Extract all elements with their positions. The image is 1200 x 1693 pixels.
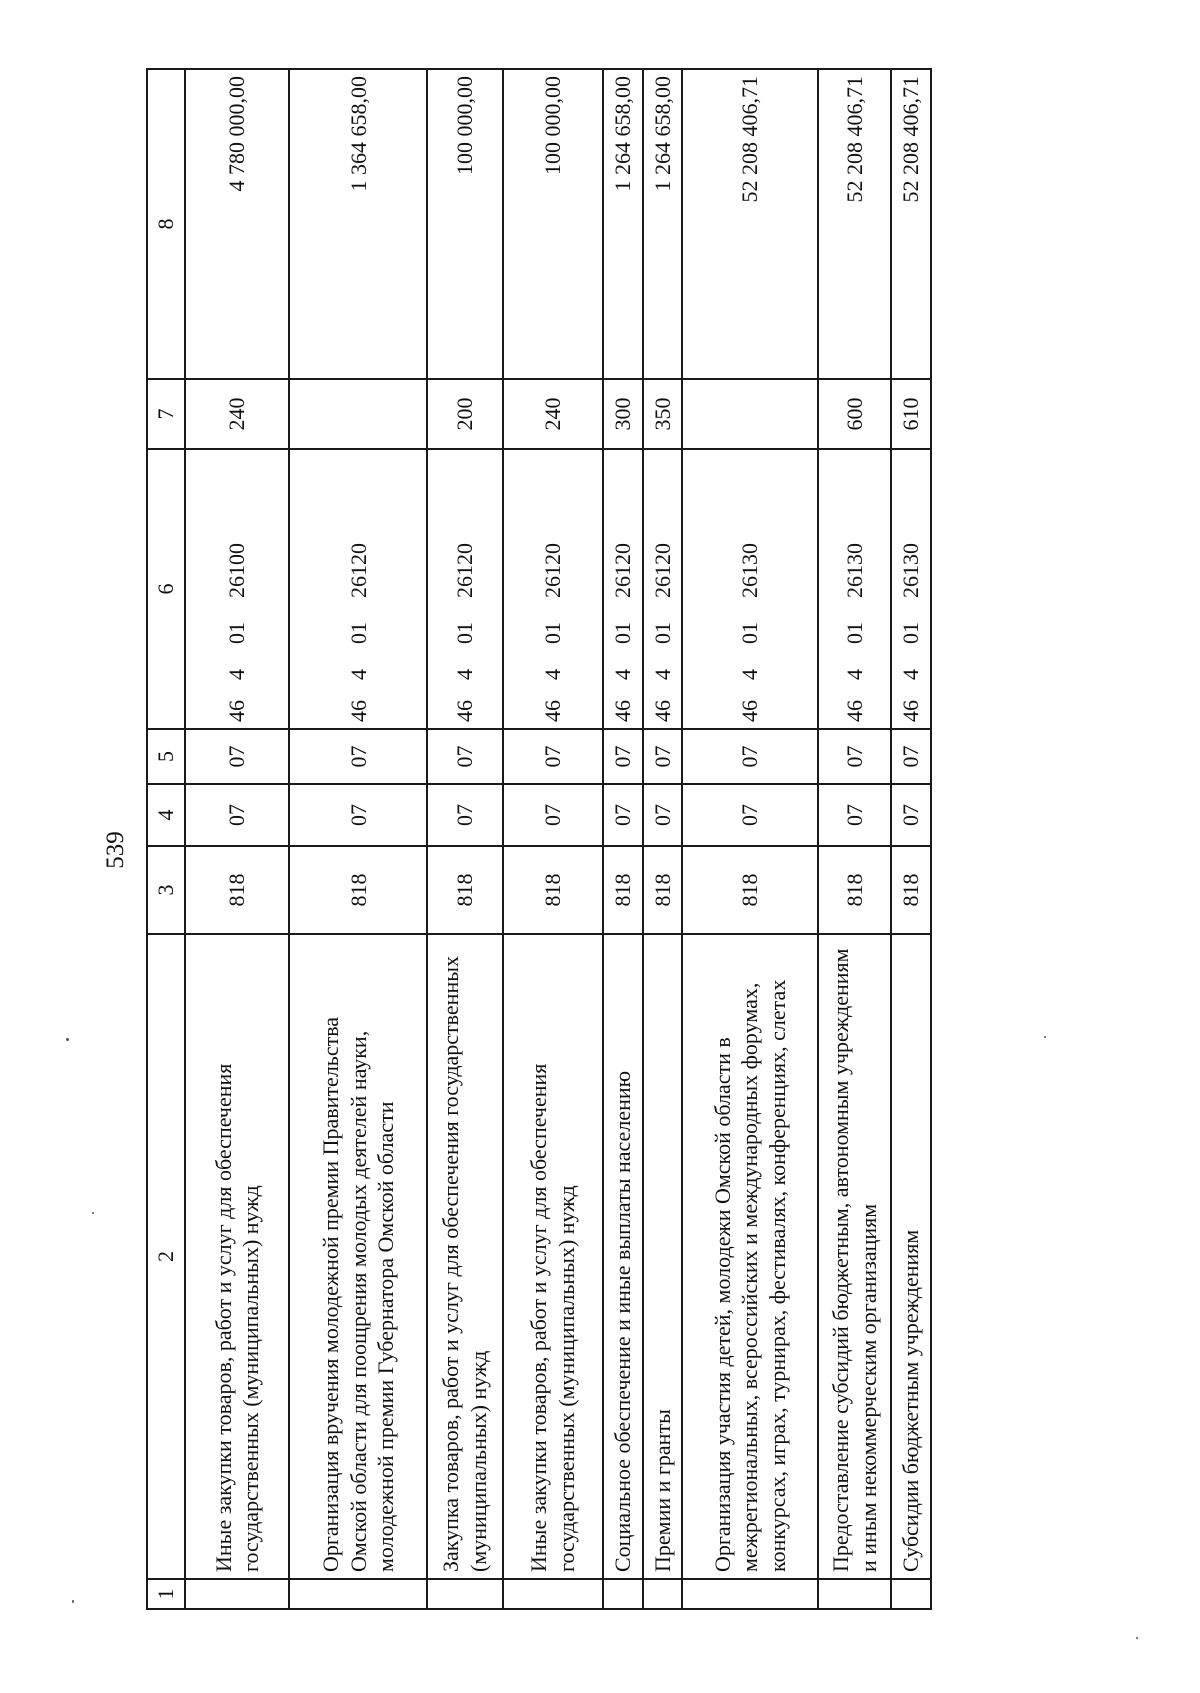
cell-subsection: 07 [643, 729, 683, 784]
cell-description: Иные закупки товаров, работ и услуг для обеспечения государственных (муниципальных) нужд [185, 934, 289, 1579]
cell-target-article: 4640126120 [427, 449, 502, 729]
cell-description: Премии и гранты [643, 934, 683, 1579]
cell-amount: 1 264 658,00 [643, 69, 683, 379]
scan-speck [66, 1038, 69, 1041]
table-row [643, 69, 683, 1609]
cell-description: Закупка товаров, работ и услуг для обеспечения государственных (муниципальных) нужд [427, 934, 502, 1579]
cell-target-article: 4640126120 [603, 449, 643, 729]
table-row [289, 69, 427, 1609]
cell-amount: 52 208 406,71 [818, 69, 891, 379]
cell-amount: 1 364 658,00 [289, 69, 427, 379]
cell-subsection: 07 [682, 729, 818, 784]
header-col-8: 8 [147, 69, 185, 379]
cell-index [682, 1579, 818, 1609]
cell-amount: 100 000,00 [427, 69, 502, 379]
cell-expense-type: 610 [891, 379, 931, 449]
cell-target-article: 4640126100 [185, 449, 289, 729]
cell-description: Предоставление субсидий бюджетным, автономным учреждениям и иным некоммерческим организациям [818, 934, 891, 1579]
cell-index [185, 1579, 289, 1609]
cell-target-article: 4640126130 [682, 449, 818, 729]
cell-target-article: 4640126130 [818, 449, 891, 729]
cell-target-article: 4640126120 [289, 449, 427, 729]
cell-index [289, 1579, 427, 1609]
cell-admin-code: 818 [682, 846, 818, 934]
table-row [503, 69, 603, 1609]
cell-section: 07 [503, 784, 603, 846]
header-col-2: 2 [147, 934, 185, 1579]
cell-section: 07 [818, 784, 891, 846]
cell-admin-code: 818 [427, 846, 502, 934]
cell-section: 07 [891, 784, 931, 846]
cell-expense-type: 240 [503, 379, 603, 449]
cell-amount: 52 208 406,71 [891, 69, 931, 379]
cell-section: 07 [603, 784, 643, 846]
cell-expense-type: 350 [643, 379, 683, 449]
cell-description: Социальное обеспечение и иные выплаты населению [603, 934, 643, 1579]
cell-index [818, 1579, 891, 1609]
scan-speck [1044, 1036, 1046, 1038]
header-row [147, 69, 185, 1609]
scan-speck [72, 1600, 74, 1603]
table-row [185, 69, 289, 1609]
cell-target-article: 4640126120 [503, 449, 603, 729]
cell-section: 07 [427, 784, 502, 846]
header-col-4: 4 [147, 784, 185, 846]
cell-index [891, 1579, 931, 1609]
cell-section: 07 [643, 784, 683, 846]
cell-expense-type: 200 [427, 379, 502, 449]
scan-speck [1136, 1637, 1138, 1639]
cell-amount: 1 264 658,00 [603, 69, 643, 379]
cell-subsection: 07 [289, 729, 427, 784]
header-col-3: 3 [147, 846, 185, 934]
header-col-1: 1 [147, 1579, 185, 1609]
table-row [682, 69, 818, 1609]
cell-admin-code: 818 [289, 846, 427, 934]
page-number: 539 [102, 831, 129, 869]
cell-subsection: 07 [427, 729, 502, 784]
cell-description: Иные закупки товаров, работ и услуг для обеспечения государственных (муниципальных) нужд [503, 934, 603, 1579]
cell-expense-type: 600 [818, 379, 891, 449]
cell-admin-code: 818 [603, 846, 643, 934]
header-col-7: 7 [147, 379, 185, 449]
cell-section: 07 [185, 784, 289, 846]
table-row [818, 69, 891, 1609]
cell-description: Организация вручения молодежной премии Правительства Омской области для поощрения молодых деятелей науки, молодежной премии Губернатора Омской области [289, 934, 427, 1579]
cell-subsection: 07 [603, 729, 643, 784]
cell-description: Организация участия детей, молодежи Омской области в межрегиональных, всероссийских и международных форумах, конкурсах, играх, турнирах, фестивалях, конференциях, слетах [682, 934, 818, 1579]
cell-amount: 4 780 000,00 [185, 69, 289, 379]
cell-subsection: 07 [818, 729, 891, 784]
cell-section: 07 [682, 784, 818, 846]
cell-index [427, 1579, 502, 1609]
cell-amount: 52 208 406,71 [682, 69, 818, 379]
budget-table [146, 68, 932, 1610]
cell-target-article: 4640126120 [643, 449, 683, 729]
cell-index [603, 1579, 643, 1609]
cell-expense-type: 240 [185, 379, 289, 449]
cell-admin-code: 818 [643, 846, 683, 934]
cell-admin-code: 818 [818, 846, 891, 934]
cell-expense-type [682, 379, 818, 449]
cell-expense-type [289, 379, 427, 449]
cell-admin-code: 818 [503, 846, 603, 934]
cell-index [503, 1579, 603, 1609]
cell-section: 07 [289, 784, 427, 846]
cell-admin-code: 818 [891, 846, 931, 934]
table-row [891, 69, 931, 1609]
cell-subsection: 07 [891, 729, 931, 784]
table-row [427, 69, 502, 1609]
table-row [603, 69, 643, 1609]
cell-admin-code: 818 [185, 846, 289, 934]
cell-description: Субсидии бюджетным учреждениям [891, 934, 931, 1579]
header-col-5: 5 [147, 729, 185, 784]
scan-speck [92, 1212, 94, 1214]
budget-table-container [146, 70, 932, 1610]
cell-index [643, 1579, 683, 1609]
cell-target-article: 4640126130 [891, 449, 931, 729]
table-body [185, 69, 931, 1609]
cell-subsection: 07 [185, 729, 289, 784]
cell-amount: 100 000,00 [503, 69, 603, 379]
cell-expense-type: 300 [603, 379, 643, 449]
header-col-6: 6 [147, 449, 185, 729]
cell-subsection: 07 [503, 729, 603, 784]
